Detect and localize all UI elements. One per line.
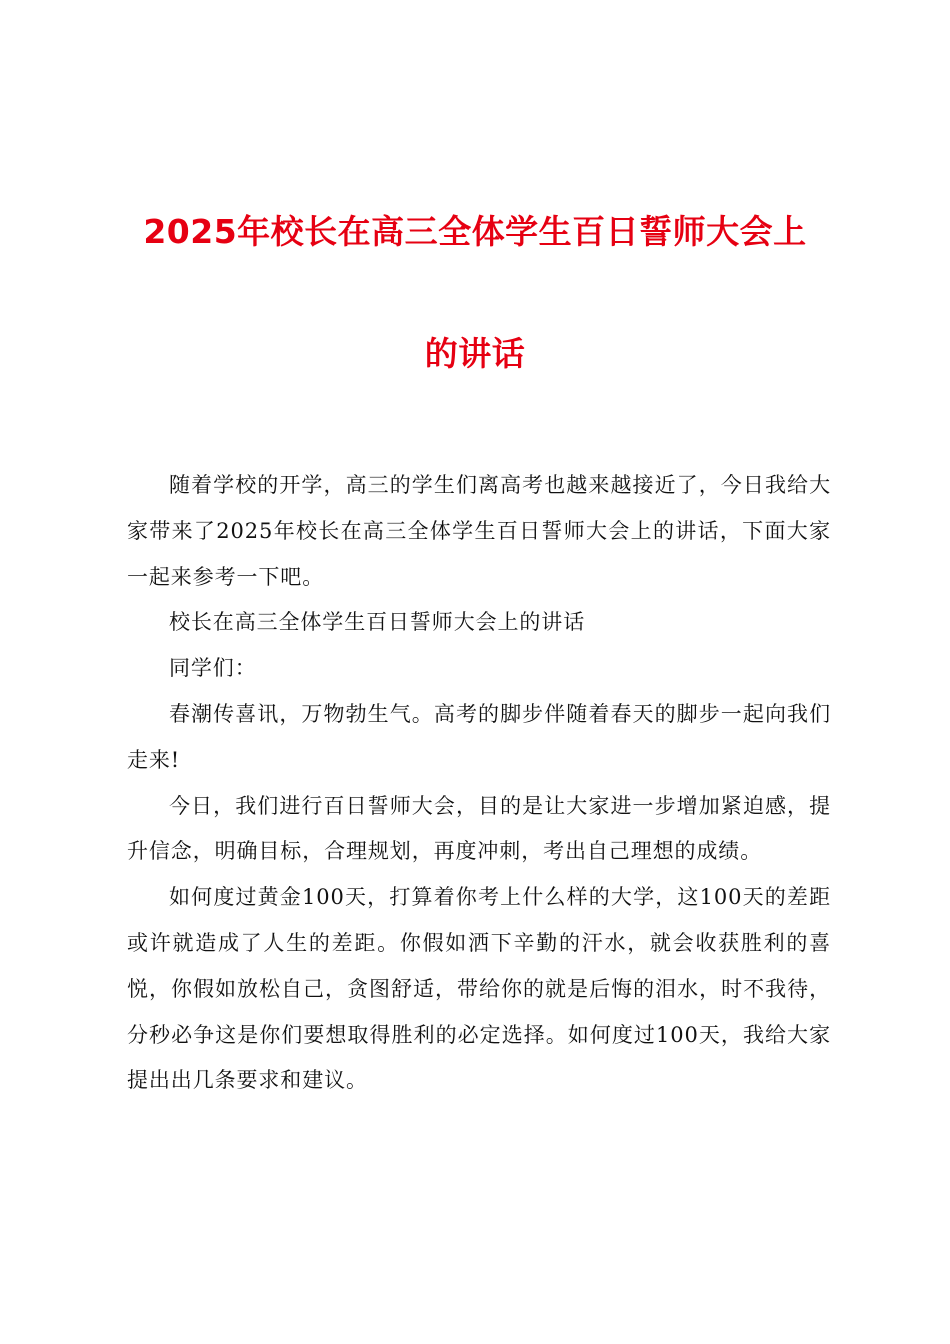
document-title-line-2: 的讲话: [424, 334, 526, 373]
document-body: [127, 463, 831, 1104]
paragraph-purpose: 今日，我们进行百日誓师大会，目的是让大家进一步增加紧迫感，提升信念，明确目标，合理规划，再度冲刺，考出自己理想的成绩。: [127, 793, 831, 864]
paragraph-speech-heading: 校长在高三全体学生百日誓师大会上的讲话: [169, 610, 586, 635]
paragraph-salutation: 同学们：: [169, 656, 257, 681]
paragraph-100-days: 如何度过黄金100天，打算着你考上什么样的大学，这100天的差距或许就造成了人生的差距。你假如洒下辛勤的汗水，就会收获胜利的喜悦，你假如放松自己，贪图舒适，带给你的就是后悔的泪水，时不我待，分秒必争这是你们要想取得胜利的必定选择。如何度过100天，我给大家提出出几条要求和建议。: [127, 885, 831, 1093]
paragraph-intro: 随着学校的开学，高三的学生们离高考也越来越接近了，今日我给大家带来了2025年校长在高三全体学生百日誓师大会上的讲话，下面大家一起来参考一下吧。: [127, 473, 831, 589]
document-title-line-1: 2025年校长在高三全体学生百日誓师大会上: [143, 212, 807, 251]
paragraph-spring: 春潮传喜讯，万物勃生气。高考的脚步伴随着春天的脚步一起向我们走来!: [127, 701, 831, 772]
